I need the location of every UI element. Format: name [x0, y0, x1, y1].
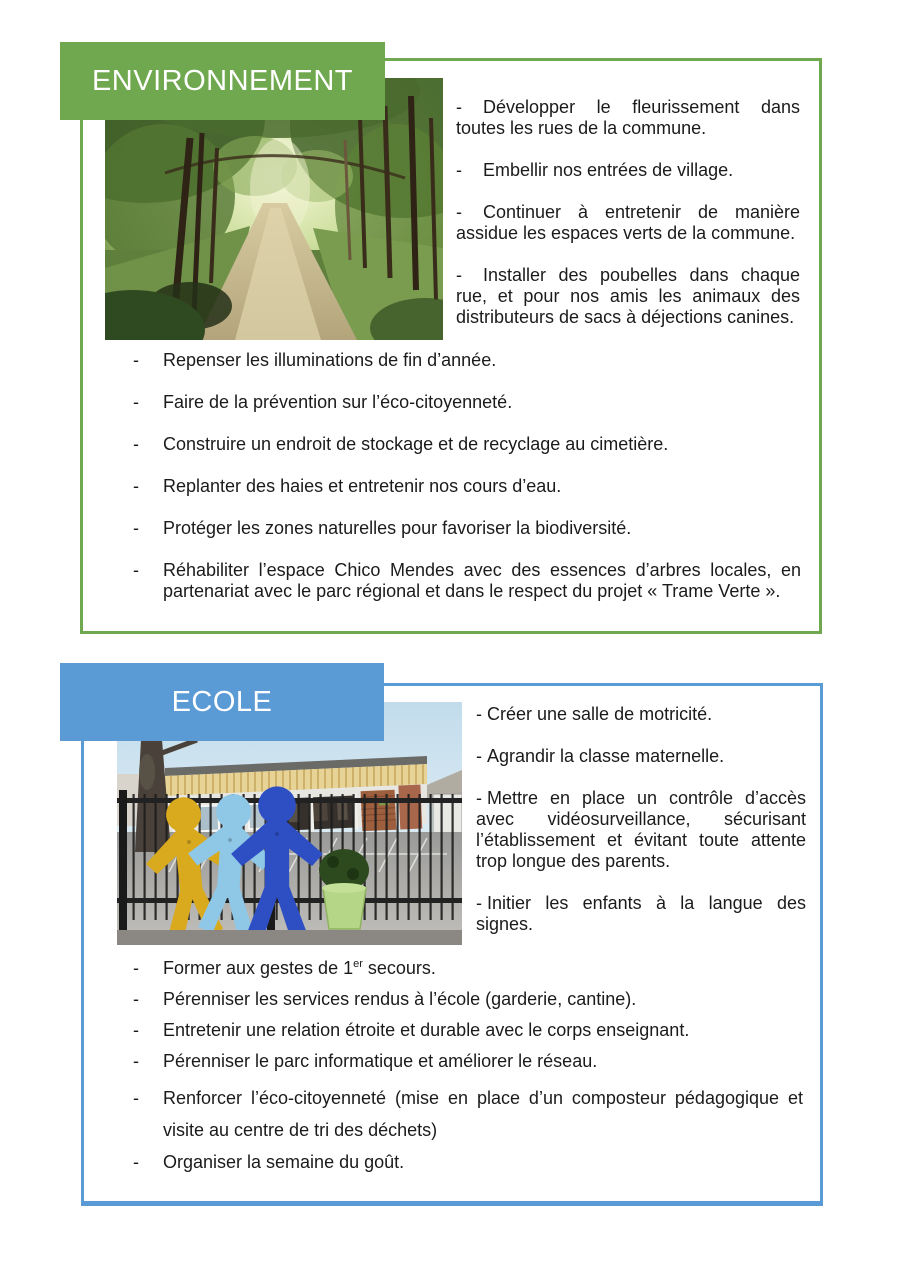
bullet-text: Organiser la semaine du goût. — [163, 1152, 405, 1172]
bullet-dash: - — [133, 434, 139, 454]
bullet-dash: - — [133, 518, 139, 538]
bullet-text: Entretenir une relation étroite et durable avec le corps enseignant. — [163, 1020, 690, 1040]
environnement-right-list — [456, 97, 800, 328]
bullet-text: Pérenniser le parc informatique et améliorer le réseau. — [163, 1051, 598, 1071]
bullet-text: Replanter des haies et entretenir nos cours d’eau. — [163, 476, 562, 496]
bullet-item — [133, 392, 801, 413]
bullet-text: Protéger les zones naturelles pour favoriser la biodiversité. — [163, 518, 632, 538]
bullet-dash: - — [456, 160, 462, 180]
bullet-item — [456, 160, 800, 181]
bullet-dash: - — [476, 704, 482, 724]
bullet-text: Mettre en place un contrôle d’accès avec vidéosurveillance, sécurisant l’établissement et évitant toute attente trop longue des parents. — [476, 788, 806, 871]
ecole-bottom-list — [133, 958, 803, 1173]
bullet-item — [133, 350, 801, 371]
bullet-text: Construire un endroit de stockage et de recyclage au cimetière. — [163, 434, 669, 454]
bullet-item — [133, 518, 801, 539]
bullet-item — [133, 560, 801, 602]
bullet-text: Repenser les illuminations de fin d’année. — [163, 350, 497, 370]
bullet-item — [456, 202, 800, 244]
superscript-er: er — [353, 958, 363, 970]
bullet-dash: - — [133, 560, 139, 580]
bullet-dash: - — [133, 1152, 139, 1172]
bullet-dash: - — [476, 746, 482, 766]
bullet-text: Installer des poubelles dans chaque rue, et pour nos amis les animaux des distributeurs de sacs à déjections canines. — [456, 265, 800, 327]
bullet-text: Réhabiliter l’espace Chico Mendes avec des essences d’arbres locales, en partenariat avec le parc régional et dans le respect du projet « Trame Verte ». — [163, 560, 801, 601]
bullet-dash: - — [133, 1051, 139, 1071]
bullet-text: Continuer à entretenir de manière assidue les espaces verts de la commune. — [456, 202, 800, 243]
environnement-banner — [60, 42, 385, 120]
bullet-item — [133, 1152, 803, 1173]
bullet-text: Renforcer l’éco-citoyenneté (mise en place d’un composteur pédagogique et visite au centre de tri des déchets) — [163, 1088, 803, 1140]
bullet-text: Former aux gestes de 1 — [163, 958, 354, 978]
bullet-text: Pérenniser les services rendus à l’école (garderie, cantine). — [163, 989, 637, 1009]
bullet-dash: - — [133, 350, 139, 370]
bullet-item — [476, 746, 806, 767]
bullet-text: Créer une salle de motricité. — [487, 704, 713, 724]
bullet-text: secours. — [362, 958, 436, 978]
environnement-title: ENVIRONNEMENT — [91, 65, 354, 97]
bullet-item — [133, 958, 803, 979]
bullet-text: Embellir nos entrées de village. — [483, 160, 734, 180]
bullet-item — [456, 265, 800, 328]
bullet-item — [476, 704, 806, 725]
ecole-right-list — [476, 704, 806, 935]
bullet-dash: - — [133, 989, 139, 1009]
bullet-item — [456, 97, 800, 139]
bullet-dash: - — [133, 1088, 139, 1108]
bullet-item — [133, 1051, 803, 1072]
bullet-text: Initier les enfants à la langue des signes. — [476, 893, 806, 934]
bullet-item — [476, 788, 806, 872]
environnement-bottom-list — [133, 350, 801, 602]
bullet-dash: - — [456, 202, 462, 222]
ecole-title: ECOLE — [171, 686, 273, 718]
bullet-item — [133, 434, 801, 455]
bullet-dash: - — [133, 958, 139, 978]
bullet-dash: - — [133, 392, 139, 412]
bullet-item — [133, 476, 801, 497]
bullet-dash: - — [133, 1020, 139, 1040]
bullet-item — [133, 989, 803, 1010]
bullet-text: Développer le fleurissement dans toutes les rues de la commune. — [456, 97, 800, 138]
ecole-banner — [60, 663, 384, 741]
bullet-dash: - — [456, 265, 462, 285]
bullet-dash: - — [456, 97, 462, 117]
bullet-text: Faire de la prévention sur l’éco-citoyenneté. — [163, 392, 513, 412]
bullet-dash: - — [476, 788, 482, 808]
bullet-item — [133, 1020, 803, 1041]
bullet-text: Agrandir la classe maternelle. — [487, 746, 725, 766]
bullet-dash: - — [476, 893, 482, 913]
bullet-item — [133, 1082, 803, 1146]
bullet-dash: - — [133, 476, 139, 496]
bullet-item — [476, 893, 806, 935]
